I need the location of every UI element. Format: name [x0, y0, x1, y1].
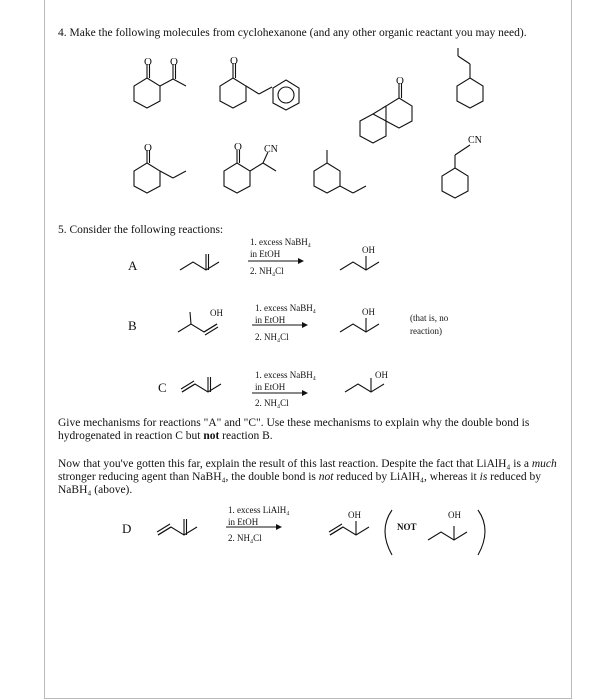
- reaction-d-condition-3: 2. NH₄Cl: [228, 533, 262, 543]
- reaction-d-label: D: [122, 521, 132, 536]
- svg-text:CN: CN: [264, 144, 278, 155]
- reaction-a-starting-material: [180, 254, 219, 270]
- svg-text:O: O: [230, 55, 238, 67]
- reaction-a-condition-1: 1. excess NaBH₄: [250, 237, 311, 247]
- reaction-a-product: [340, 256, 379, 270]
- reaction-b-note: (that is, no reaction): [410, 313, 449, 336]
- question-5-text: 5. Consider the following reactions:: [58, 224, 224, 236]
- reaction-b-condition-3: 2. NH₄Cl: [255, 332, 289, 342]
- reaction-c-label: C: [158, 380, 167, 395]
- question-4-text: 4. Make the following molecules from cyclohexanone (and any other organic reactant you may need).: [58, 27, 527, 39]
- paragraph-lialh4: Now that you've gotten this far, explain the result of this last reaction. Despite the fact that LiAlH₄ is a much stronger reducing agent than NaBH₄, the double bond is not reduced by LiAlH₄, whereas it is reduced by NaBH₄ (above).: [58, 458, 557, 496]
- reaction-b-product: [340, 318, 379, 332]
- reaction-d-alt-product-oh: OH: [448, 510, 461, 520]
- reaction-d-product-oh: OH: [348, 510, 361, 520]
- svg-text:O: O: [144, 56, 152, 68]
- reaction-a-condition-3: 2. NH₄Cl: [250, 266, 284, 276]
- reaction-c-condition-3: 2. NH₄Cl: [255, 398, 289, 408]
- left-parenthesis: [385, 510, 392, 555]
- reaction-c-condition-2: in EtOH: [255, 382, 286, 392]
- reaction-d-starting-material: [157, 519, 197, 535]
- svg-text:O: O: [170, 56, 178, 68]
- reaction-d-condition-2: in EtOH: [228, 517, 259, 527]
- svg-text:O: O: [396, 75, 404, 87]
- reaction-b-product-oh: OH: [362, 307, 375, 317]
- reaction-d-product: [329, 521, 369, 535]
- reaction-b-label: B: [128, 318, 137, 333]
- right-parenthesis: [478, 510, 485, 555]
- reaction-b-condition-1: 1. excess NaBH₄: [255, 303, 316, 313]
- svg-text:CN: CN: [468, 135, 482, 146]
- reaction-d-alternative-product: [428, 526, 467, 540]
- reaction-b-condition-2: in EtOH: [255, 315, 286, 325]
- svg-text:O: O: [144, 142, 152, 154]
- reaction-c-starting-material: [181, 377, 221, 392]
- reaction-c-product-oh: OH: [375, 370, 388, 380]
- reaction-a-condition-2: in EtOH: [250, 249, 281, 259]
- reaction-d-condition-1: 1. excess LiAlH₄: [228, 505, 290, 515]
- reaction-b-sm-oh: OH: [210, 308, 223, 318]
- svg-text:O: O: [234, 141, 242, 153]
- reaction-a-label: A: [128, 258, 138, 273]
- paragraph-mechanisms: Give mechanisms for reactions "A" and "C". Use these mechanisms to explain why the double bond is hydrogenated in reaction C but not reaction B.: [58, 417, 530, 442]
- reaction-c-condition-1: 1. excess NaBH₄: [255, 370, 316, 380]
- reaction-a-product-oh: OH: [362, 245, 375, 255]
- reaction-d-not-label: NOT: [397, 522, 417, 532]
